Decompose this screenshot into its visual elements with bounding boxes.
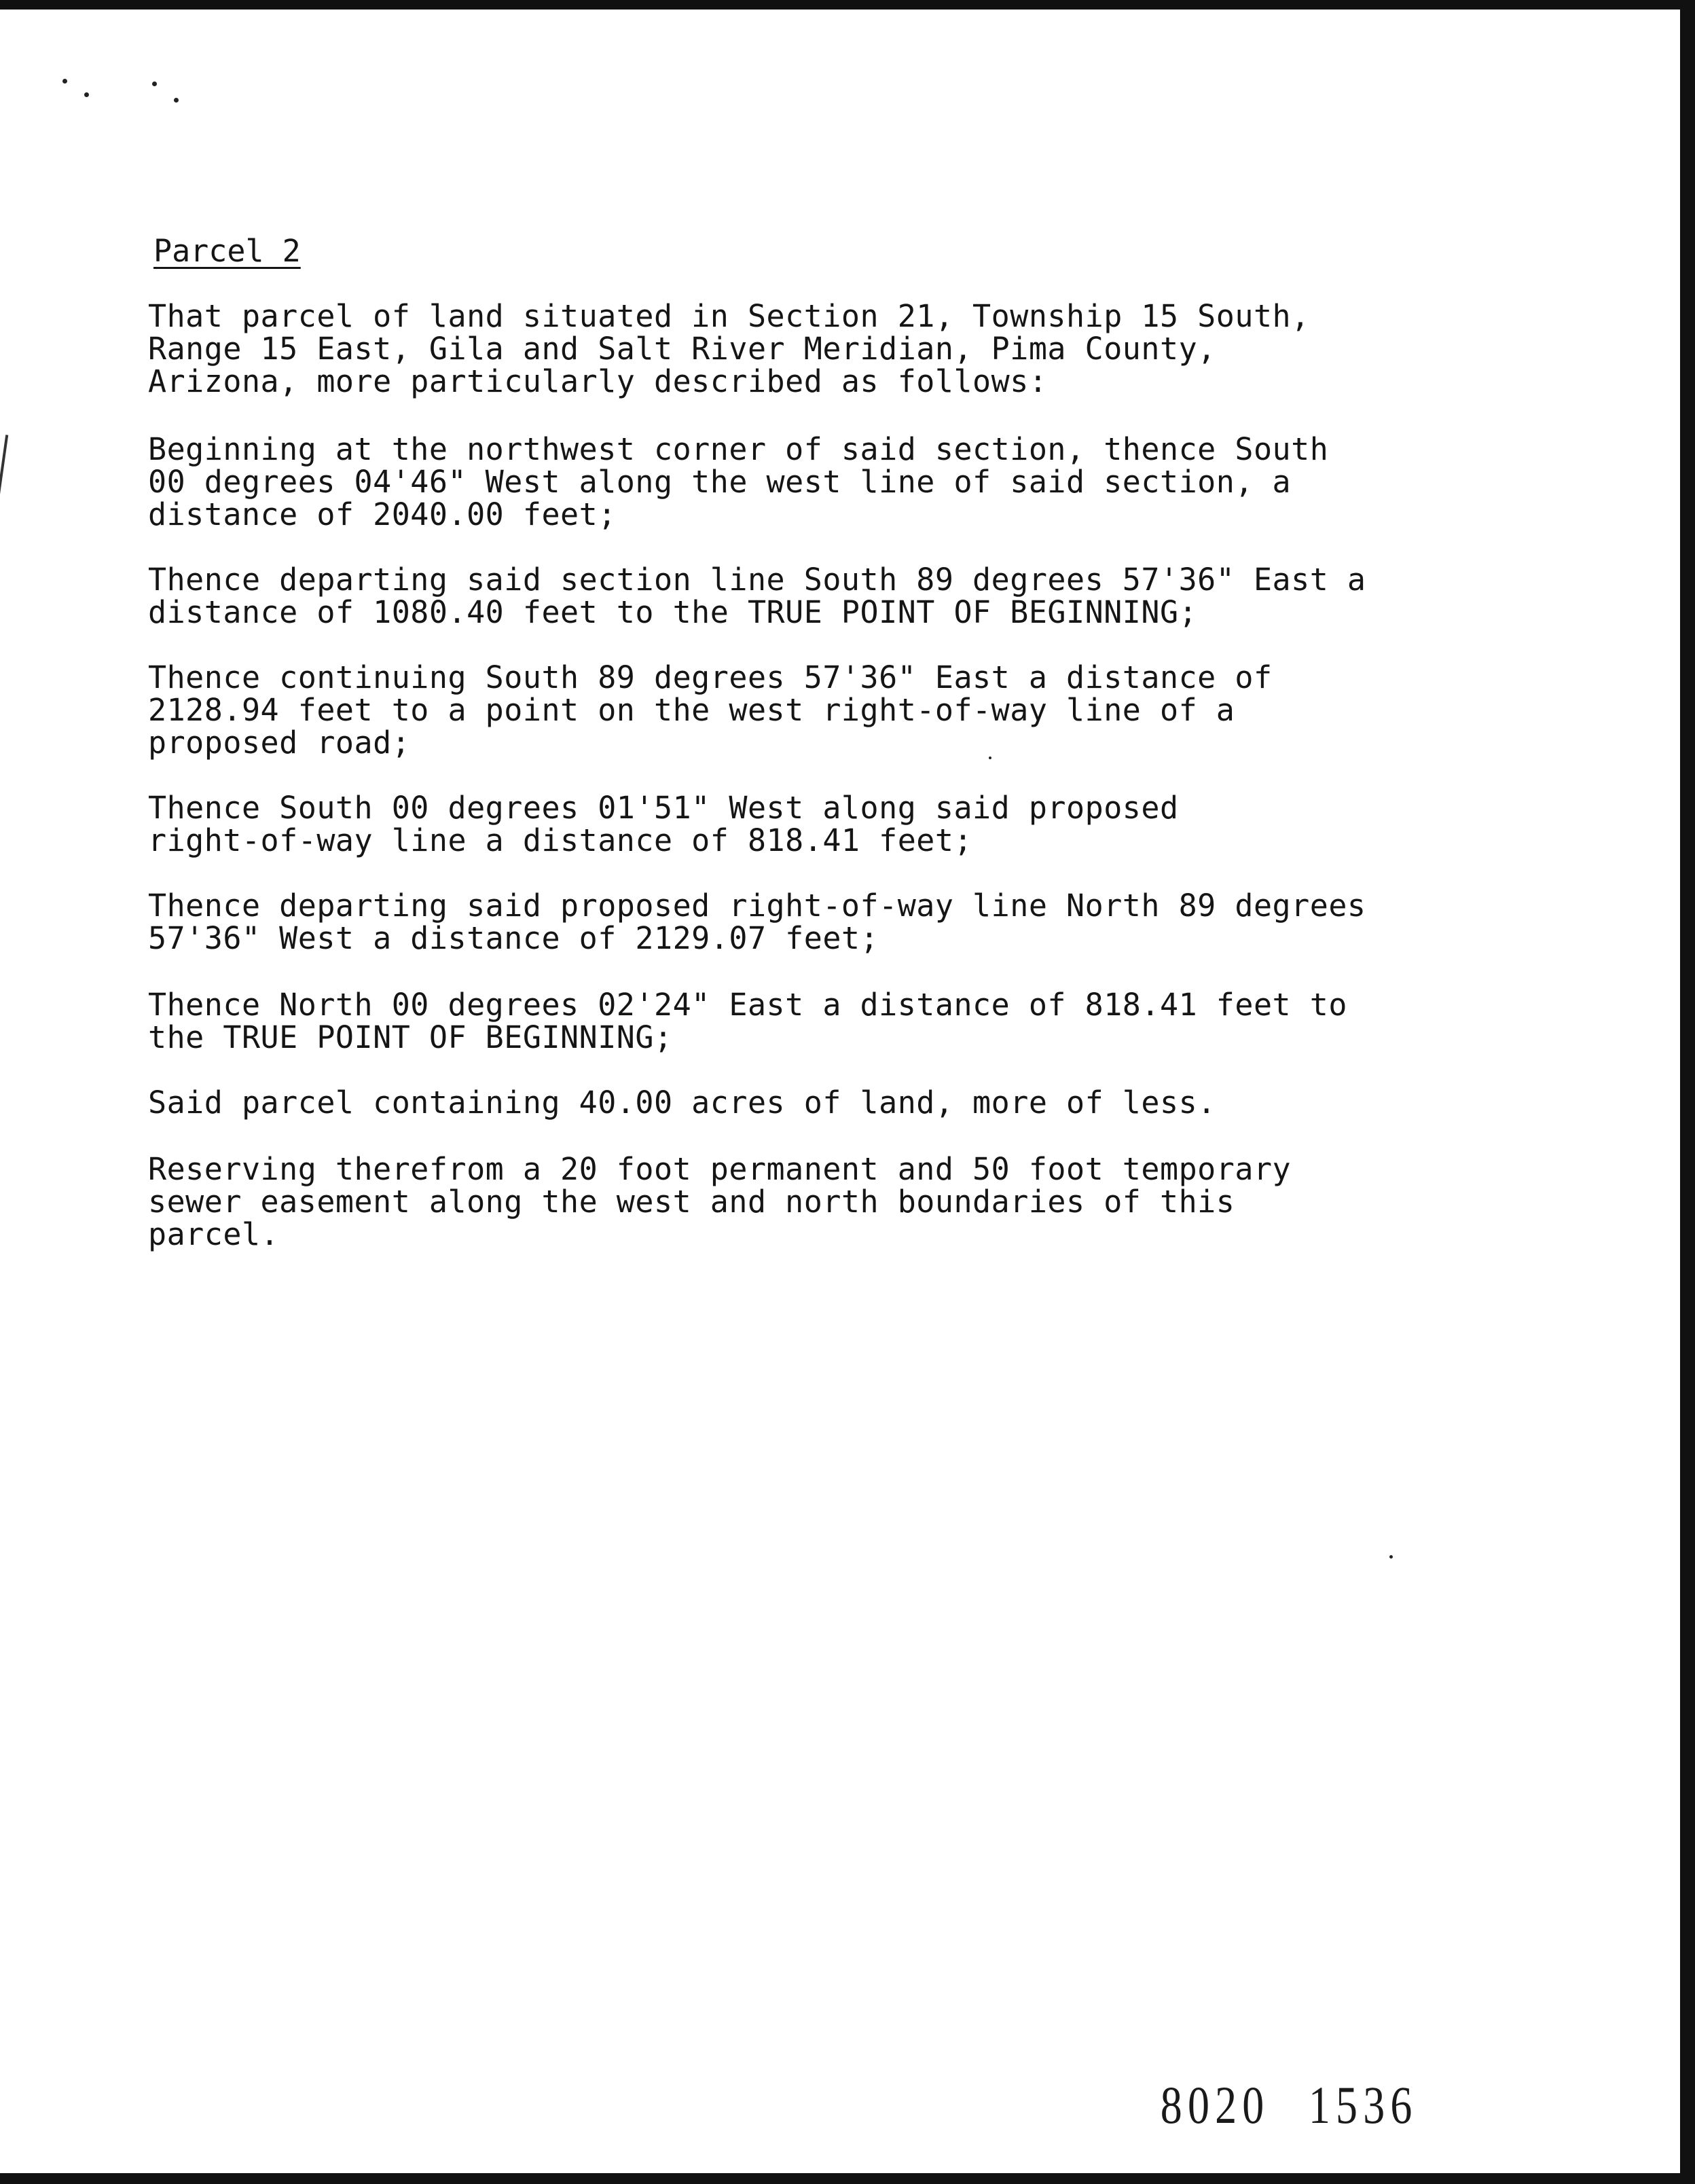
scan-speck [62,79,67,84]
page-number-right: 1536 [1308,2075,1418,2134]
paragraph-departing-section-line: Thence departing said section line South 89 degrees 57'36" East a distance of 1080.40 feet to the TRUE POINT OF BEGINNING; [148,562,1366,630]
paragraph-intro: That parcel of land situated in Section 21, Township 15 South, Range 15 East, Gila and Salt River Meridian, Pima County, Arizona, more particularly described as follows: [148,298,1310,399]
page-number-left: 8020 [1160,2075,1270,2134]
scan-edge-mark [0,435,8,496]
section-heading: Parcel 2 [153,233,301,269]
paragraph-north-to-beginning: Thence North 00 degrees 02'24" East a distance of 818.41 feet to the TRUE POINT OF BEGINNING; [148,987,1347,1055]
paragraph-south-along-row: Thence South 00 degrees 01'51" West along said proposed right-of-way line a distance of 818.41 feet; [148,790,1179,858]
paragraph-departing-row: Thence departing said proposed right-of-way line North 89 degrees 57'36" West a distance of 2129.07 feet; [148,888,1366,956]
page-number [1095,2016,1457,2184]
scan-edge-top [0,0,1695,10]
scan-speck [1389,1555,1393,1559]
scan-edge-right [1680,0,1695,2184]
scan-speck [84,92,89,97]
paragraph-easement: Reserving therefrom a 20 foot permanent and 50 foot temporary sewer easement along the west and north boundaries of this parcel. [148,1151,1292,1252]
scan-speck [152,81,157,86]
paragraph-beginning: Beginning at the northwest corner of said section, thence South 00 degrees 04'46" West along the west line of said section, a distance of 2040.00 feet; [148,431,1329,532]
paragraph-acreage: Said parcel containing 40.00 acres of land, more of less. [148,1085,1216,1121]
scan-speck [174,98,179,103]
paragraph-continuing-south: Thence continuing South 89 degrees 57'36" East a distance of 2128.94 feet to a point on the west right-of-way line of a proposed road; [148,659,1273,761]
